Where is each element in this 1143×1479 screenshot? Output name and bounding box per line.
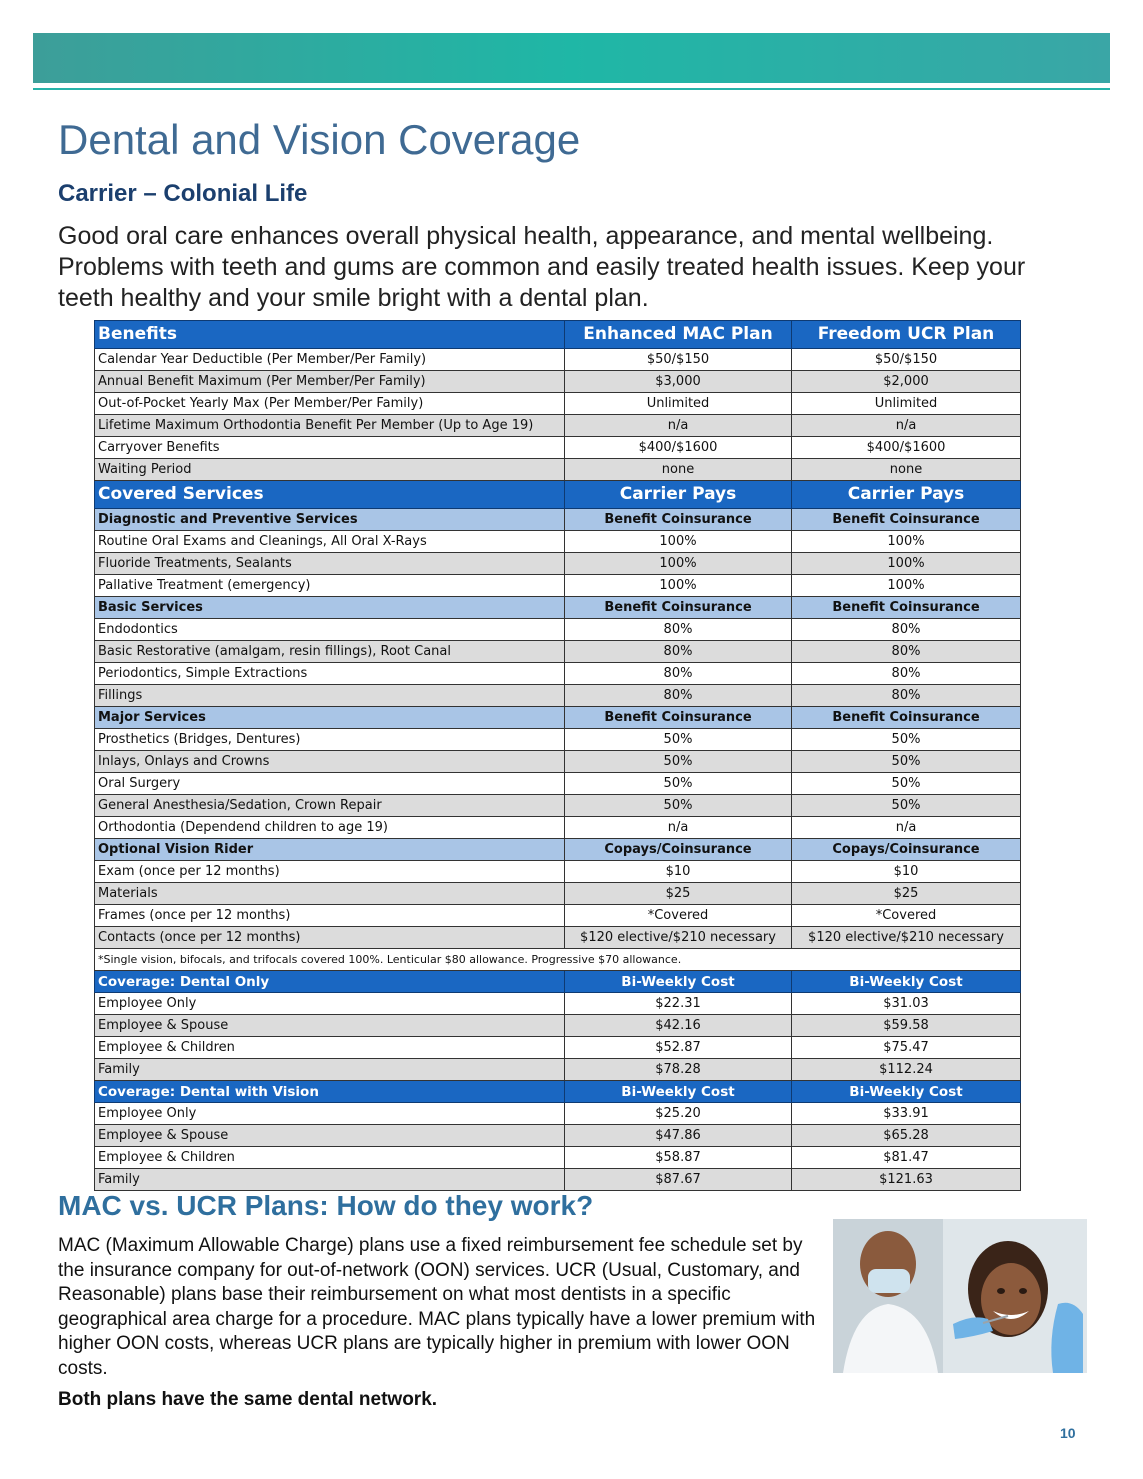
enhanced-mac-value: none: [565, 459, 792, 481]
freedom-ucr-value: $65.28: [792, 1125, 1021, 1147]
table-row: [95, 1015, 1021, 1037]
row-label: Employee Only: [95, 993, 565, 1015]
freedom-ucr-value: Freedom UCR Plan: [792, 321, 1021, 349]
table-row: [95, 393, 1021, 415]
row-label: Carryover Benefits: [95, 437, 565, 459]
row-label: Routine Oral Exams and Cleanings, All Oral X-Rays: [95, 531, 565, 553]
row-label: Inlays, Onlays and Crowns: [95, 751, 565, 773]
row-label: Orthodontia (Dependend children to age 19): [95, 817, 565, 839]
row-label: Annual Benefit Maximum (Per Member/Per Family): [95, 371, 565, 393]
freedom-ucr-value: $120 elective/$210 necessary: [792, 927, 1021, 949]
table-row: [95, 795, 1021, 817]
enhanced-mac-value: Unlimited: [565, 393, 792, 415]
freedom-ucr-value: 50%: [792, 773, 1021, 795]
enhanced-mac-value: *Covered: [565, 905, 792, 927]
freedom-ucr-value: $50/$150: [792, 349, 1021, 371]
table-row: [95, 861, 1021, 883]
table-row: [95, 773, 1021, 795]
mac-vs-ucr-paragraph: MAC (Maximum Allowable Charge) plans use a fixed reimbursement fee schedule set by the insurance company for out-of-network (OON) services. UCR (Usual, Customary, and Reasonable) plans base their reimbursement on what most dentists in a specific geographical area charge for a procedure. MAC plans typically have a lower premium with higher OON costs, whereas UCR plans are typically higher in premium with lower OON costs.: [58, 1235, 816, 1379]
row-label: Employee & Spouse: [95, 1125, 565, 1147]
enhanced-mac-value: n/a: [565, 415, 792, 437]
row-label: Family: [95, 1059, 565, 1081]
enhanced-mac-value: 100%: [565, 553, 792, 575]
freedom-ucr-value: 100%: [792, 531, 1021, 553]
row-label: Major Services: [95, 707, 565, 729]
freedom-ucr-value: $33.91: [792, 1103, 1021, 1125]
freedom-ucr-value: 80%: [792, 619, 1021, 641]
freedom-ucr-value: 100%: [792, 575, 1021, 597]
table-row: [95, 1125, 1021, 1147]
row-label: Benefits: [95, 321, 565, 349]
coverage-table: [94, 320, 1021, 1191]
freedom-ucr-value: Bi-Weekly Cost: [792, 971, 1021, 993]
header-divider: [33, 88, 1110, 90]
freedom-ucr-value: n/a: [792, 817, 1021, 839]
table-row: [95, 685, 1021, 707]
table-row: [95, 1037, 1021, 1059]
freedom-ucr-value: $25: [792, 883, 1021, 905]
table-row: [95, 729, 1021, 751]
freedom-ucr-value: $75.47: [792, 1037, 1021, 1059]
freedom-ucr-value: $81.47: [792, 1147, 1021, 1169]
table-row: [95, 993, 1021, 1015]
dentist-patient-illustration: [833, 1219, 1087, 1373]
table-row: [95, 371, 1021, 393]
table-header-row: [95, 321, 1021, 349]
enhanced-mac-value: $25.20: [565, 1103, 792, 1125]
enhanced-mac-value: 50%: [565, 729, 792, 751]
row-label: Endodontics: [95, 619, 565, 641]
freedom-ucr-value: Carrier Pays: [792, 481, 1021, 509]
freedom-ucr-value: Unlimited: [792, 393, 1021, 415]
freedom-ucr-value: 100%: [792, 553, 1021, 575]
table-row: [95, 883, 1021, 905]
freedom-ucr-value: 50%: [792, 751, 1021, 773]
enhanced-mac-value: Benefit Coinsurance: [565, 707, 792, 729]
freedom-ucr-value: $112.24: [792, 1059, 1021, 1081]
enhanced-mac-value: 80%: [565, 641, 792, 663]
row-label: Coverage: Dental Only: [95, 971, 565, 993]
enhanced-mac-value: $52.87: [565, 1037, 792, 1059]
table-row: [95, 619, 1021, 641]
enhanced-mac-value: $22.31: [565, 993, 792, 1015]
table-row: [95, 1059, 1021, 1081]
row-label: Employee & Spouse: [95, 1015, 565, 1037]
table-row: [95, 927, 1021, 949]
page-number: 10: [1060, 1425, 1076, 1441]
freedom-ucr-value: $400/$1600: [792, 437, 1021, 459]
table-row: [95, 641, 1021, 663]
table-row: [95, 1103, 1021, 1125]
table-row: [95, 905, 1021, 927]
header-banner: [33, 33, 1110, 83]
same-network-note: Both plans have the same dental network.: [58, 1389, 438, 1410]
row-label: Frames (once per 12 months): [95, 905, 565, 927]
enhanced-mac-value: $58.87: [565, 1147, 792, 1169]
enhanced-mac-value: $87.67: [565, 1169, 792, 1191]
dental-vision-header: [95, 1081, 1021, 1103]
diagnostic-section-header: [95, 509, 1021, 531]
page-title: Dental and Vision Coverage: [58, 116, 581, 163]
enhanced-mac-value: 50%: [565, 773, 792, 795]
row-label: Employee & Children: [95, 1037, 565, 1059]
table-row: [95, 1147, 1021, 1169]
enhanced-mac-value: $42.16: [565, 1015, 792, 1037]
freedom-ucr-value: n/a: [792, 415, 1021, 437]
enhanced-mac-value: 80%: [565, 663, 792, 685]
major-section-header: [95, 707, 1021, 729]
freedom-ucr-value: $2,000: [792, 371, 1021, 393]
row-label: Periodontics, Simple Extractions: [95, 663, 565, 685]
table-row: [95, 663, 1021, 685]
covered-services-header: [95, 481, 1021, 509]
row-label: Family: [95, 1169, 565, 1191]
freedom-ucr-value: none: [792, 459, 1021, 481]
vision-footnote: *Single vision, bifocals, and trifocals covered 100%. Lenticular $80 allowance. Progressive $70 allowance.: [95, 949, 1021, 971]
row-label: Calendar Year Deductible (Per Member/Per Family): [95, 349, 565, 371]
freedom-ucr-value: 50%: [792, 729, 1021, 751]
freedom-ucr-value: $31.03: [792, 993, 1021, 1015]
enhanced-mac-value: $25: [565, 883, 792, 905]
freedom-ucr-value: 50%: [792, 795, 1021, 817]
row-label: Basic Services: [95, 597, 565, 619]
row-label: Diagnostic and Preventive Services: [95, 509, 565, 531]
enhanced-mac-value: Copays/Coinsurance: [565, 839, 792, 861]
table-row: [95, 751, 1021, 773]
row-label: Employee & Children: [95, 1147, 565, 1169]
dental-only-header: [95, 971, 1021, 993]
enhanced-mac-value: 80%: [565, 619, 792, 641]
enhanced-mac-value: n/a: [565, 817, 792, 839]
freedom-ucr-value: *Covered: [792, 905, 1021, 927]
row-label: Waiting Period: [95, 459, 565, 481]
table-row: [95, 415, 1021, 437]
enhanced-mac-value: 50%: [565, 751, 792, 773]
freedom-ucr-value: 80%: [792, 685, 1021, 707]
enhanced-mac-value: Carrier Pays: [565, 481, 792, 509]
enhanced-mac-value: Bi-Weekly Cost: [565, 1081, 792, 1103]
enhanced-mac-value: Benefit Coinsurance: [565, 597, 792, 619]
intro-paragraph: Good oral care enhances overall physical health, appearance, and mental wellbeing. Problems with teeth and gums are common and easily treated health issues. Keep your teeth healthy and your smile bright with a dental plan.: [58, 222, 1026, 312]
vision-section-header: [95, 839, 1021, 861]
table-row: [95, 553, 1021, 575]
freedom-ucr-value: $10: [792, 861, 1021, 883]
enhanced-mac-value: Enhanced MAC Plan: [565, 321, 792, 349]
row-label: Contacts (once per 12 months): [95, 927, 565, 949]
enhanced-mac-value: $50/$150: [565, 349, 792, 371]
freedom-ucr-value: 80%: [792, 663, 1021, 685]
freedom-ucr-value: Bi-Weekly Cost: [792, 1081, 1021, 1103]
row-label: Pallative Treatment (emergency): [95, 575, 565, 597]
freedom-ucr-value: 80%: [792, 641, 1021, 663]
freedom-ucr-value: $59.58: [792, 1015, 1021, 1037]
row-label: General Anesthesia/Sedation, Crown Repair: [95, 795, 565, 817]
row-label: Out-of-Pocket Yearly Max (Per Member/Per Family): [95, 393, 565, 415]
mac-vs-ucr-heading: MAC vs. UCR Plans: How do they work?: [58, 1190, 594, 1221]
enhanced-mac-value: $10: [565, 861, 792, 883]
row-label: Coverage: Dental with Vision: [95, 1081, 565, 1103]
row-label: Basic Restorative (amalgam, resin fillings), Root Canal: [95, 641, 565, 663]
enhanced-mac-value: 100%: [565, 531, 792, 553]
table-row: [95, 437, 1021, 459]
freedom-ucr-value: Benefit Coinsurance: [792, 509, 1021, 531]
enhanced-mac-value: $120 elective/$210 necessary: [565, 927, 792, 949]
freedom-ucr-value: Copays/Coinsurance: [792, 839, 1021, 861]
row-label: Optional Vision Rider: [95, 839, 565, 861]
table-row: [95, 1169, 1021, 1191]
row-label: Lifetime Maximum Orthodontia Benefit Per Member (Up to Age 19): [95, 415, 565, 437]
enhanced-mac-value: $400/$1600: [565, 437, 792, 459]
enhanced-mac-value: $78.28: [565, 1059, 792, 1081]
carrier-subtitle: Carrier – Colonial Life: [58, 180, 308, 207]
table-row: [95, 349, 1021, 371]
dentist-patient-photo: [833, 1219, 1087, 1373]
enhanced-mac-value: Benefit Coinsurance: [565, 509, 792, 531]
freedom-ucr-value: Benefit Coinsurance: [792, 707, 1021, 729]
row-label: Exam (once per 12 months): [95, 861, 565, 883]
enhanced-mac-value: $47.86: [565, 1125, 792, 1147]
row-label: Fillings: [95, 685, 565, 707]
enhanced-mac-value: $3,000: [565, 371, 792, 393]
enhanced-mac-value: 50%: [565, 795, 792, 817]
freedom-ucr-value: Benefit Coinsurance: [792, 597, 1021, 619]
table-row: [95, 531, 1021, 553]
enhanced-mac-value: 100%: [565, 575, 792, 597]
row-label: Prosthetics (Bridges, Dentures): [95, 729, 565, 751]
table-row: [95, 459, 1021, 481]
row-label: Covered Services: [95, 481, 565, 509]
table-row: [95, 817, 1021, 839]
vision-footnote-row: [95, 949, 1021, 971]
freedom-ucr-value: $121.63: [792, 1169, 1021, 1191]
enhanced-mac-value: 80%: [565, 685, 792, 707]
row-label: Employee Only: [95, 1103, 565, 1125]
table-row: [95, 575, 1021, 597]
row-label: Oral Surgery: [95, 773, 565, 795]
row-label: Fluoride Treatments, Sealants: [95, 553, 565, 575]
enhanced-mac-value: Bi-Weekly Cost: [565, 971, 792, 993]
row-label: Materials: [95, 883, 565, 905]
basic-section-header: [95, 597, 1021, 619]
